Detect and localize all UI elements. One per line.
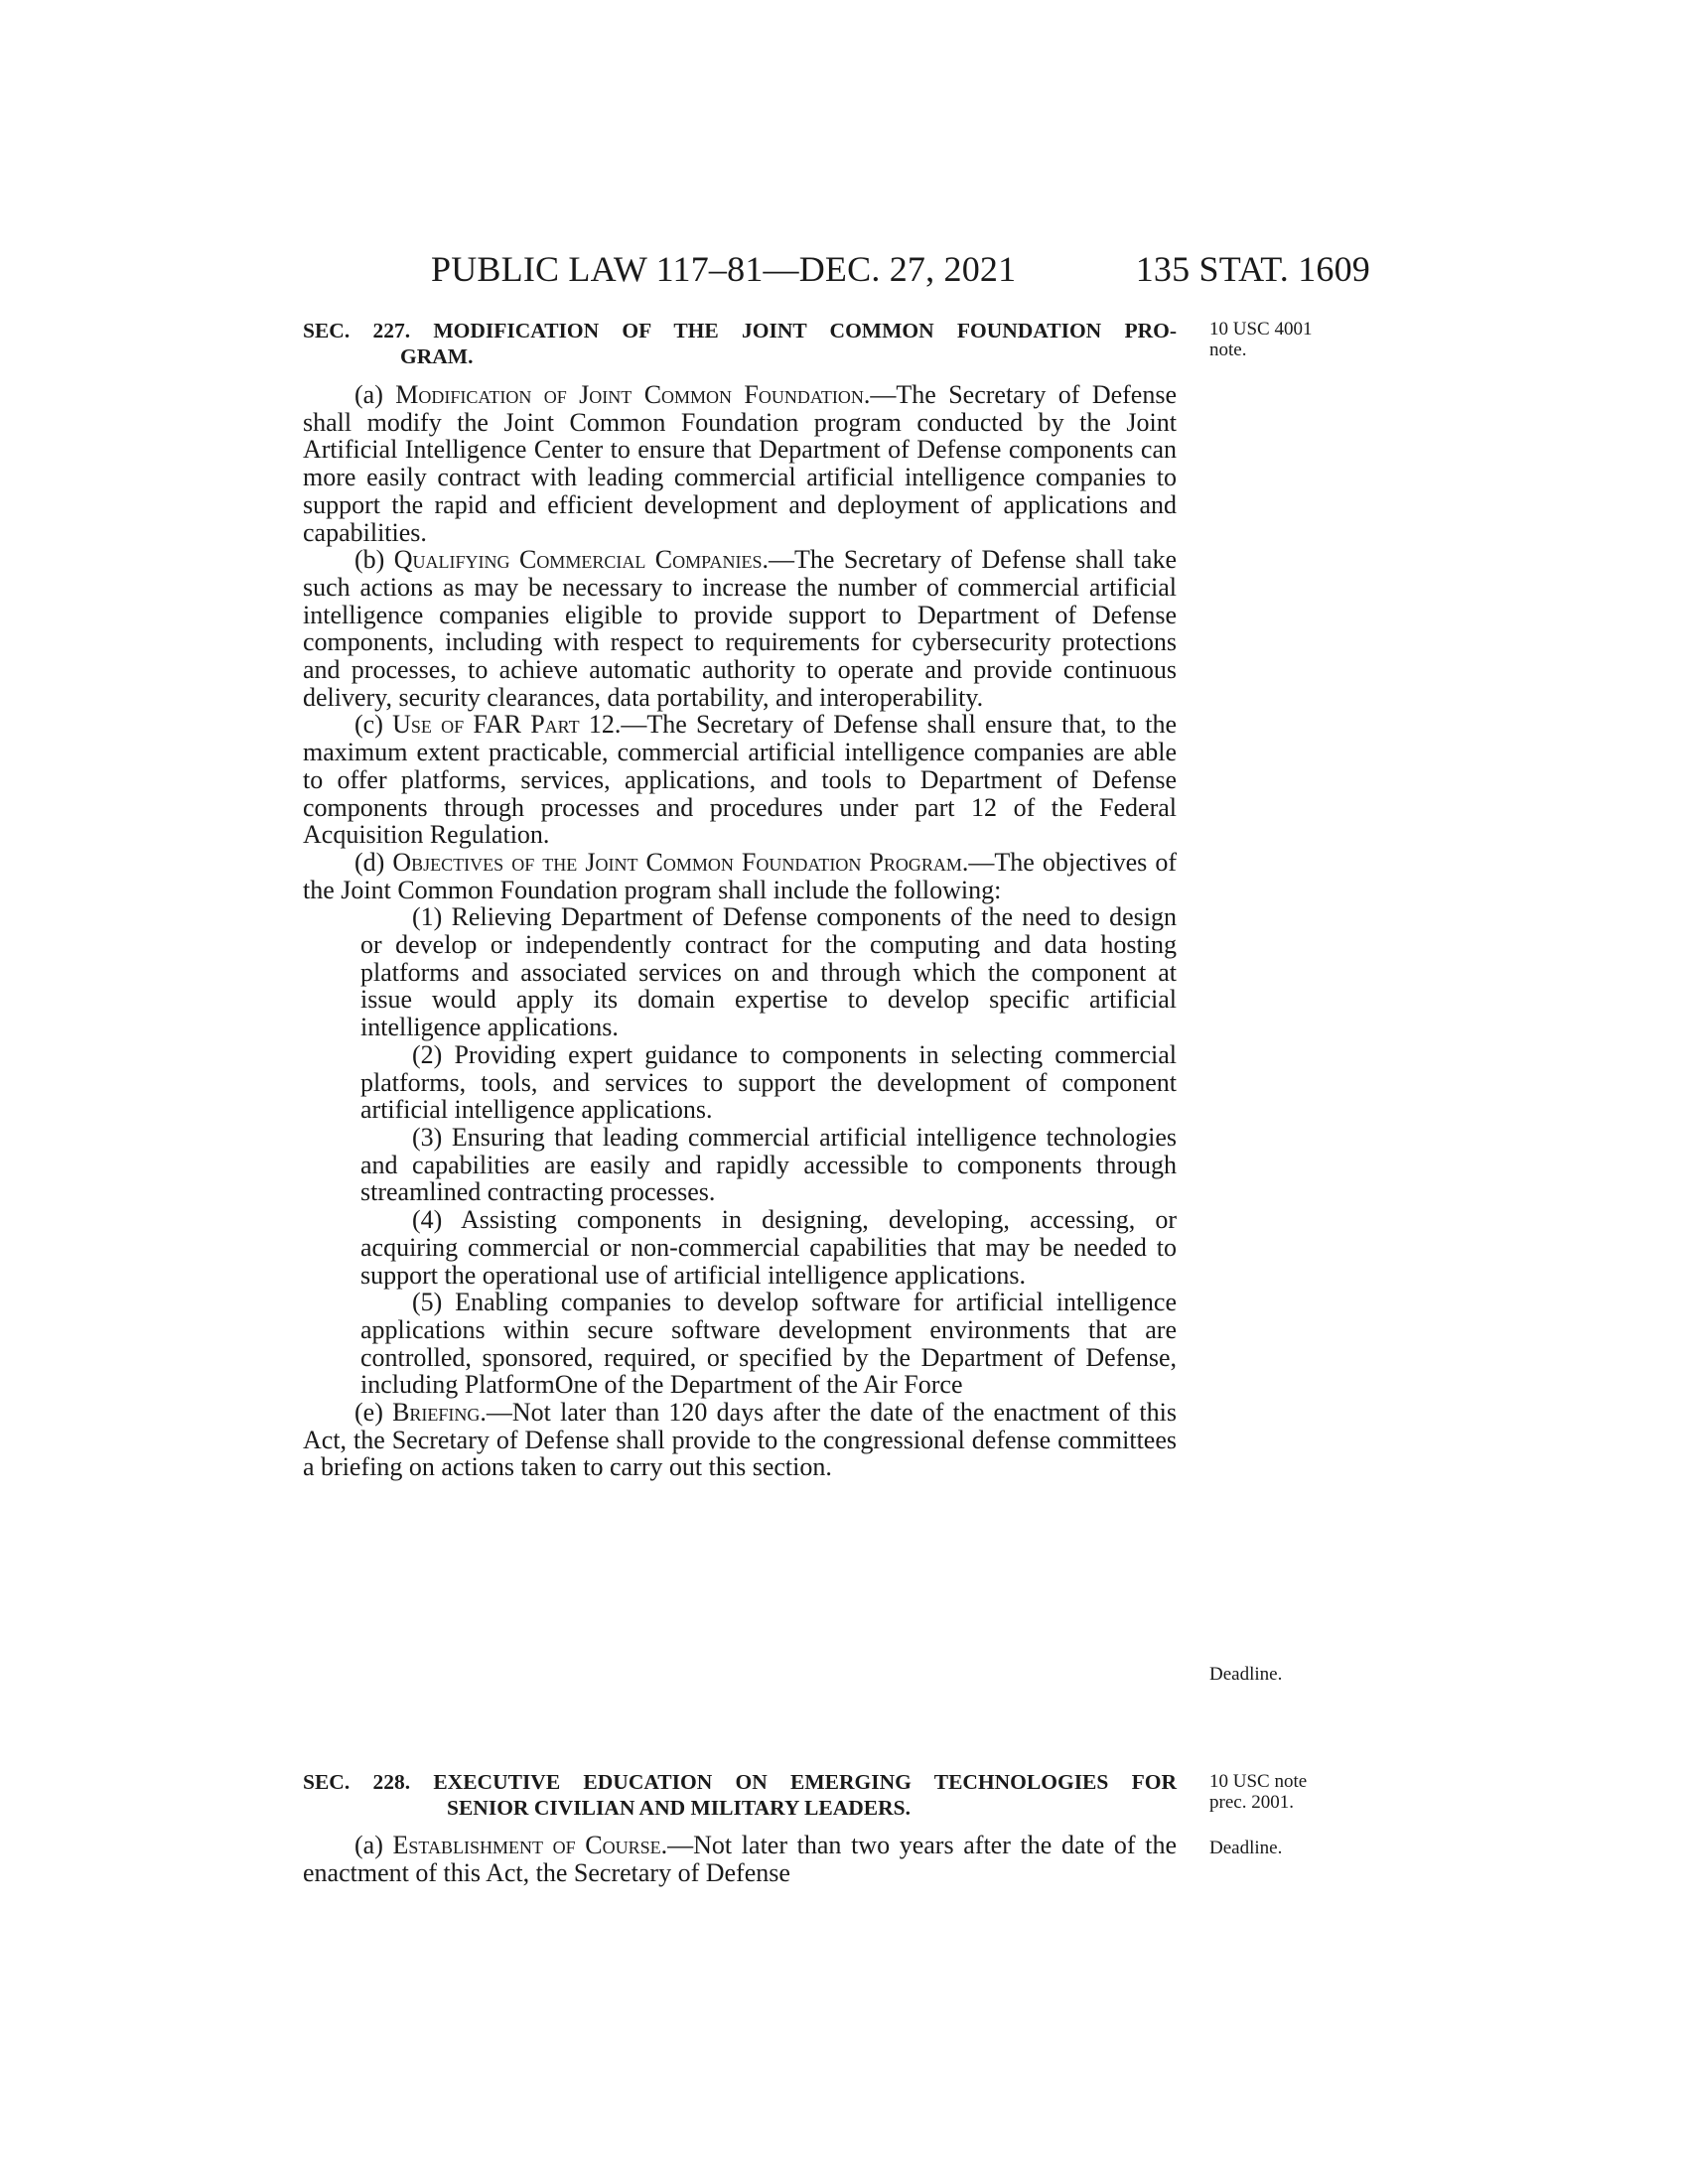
section-228-heading [303,1769,1177,1821]
stat-page-number: 135 STAT. 1609 [1135,249,1370,289]
list-item: (2) Providing expert guidance to components in selecting commercial platforms, tools, and services to support the development of component artificial intelligence applications. [360,1039,1177,1125]
subsection-a: (a) Establishment of Course.—Not later than two years after the date of the enactment of this Act, the Secretary of Defense [303,1831,1177,1887]
subsection-a: (a) Modification of Joint Common Foundation.—The Secretary of Defense shall modify the Joint Common Foundation program conducted by the Joint Artificial Intelligence Center to ensure that Department of Defense components can more easily contract with leading commercial artificial intelligence companies to support the rapid and efficient development and deployment of applications and capabilities. [303,380,1177,547]
subsection-d: (d) Objectives of the Joint Common Foundation Program.—The objectives of the Joint Common Foundation program shall include the following: [303,847,1177,904]
section-227-heading-line2: GRAM. [400,344,474,368]
subsection-caption: Use of FAR Part 12 [392,710,615,740]
section-227-body [303,381,1177,1481]
deadline-margin-note: Deadline. [1209,1838,1283,1858]
section-227-heading [303,318,1177,369]
section-228-body [303,1832,1177,1886]
subsection-caption: Establishment of Course [392,1831,661,1859]
list-item: (1) Relieving Department of Defense components of the need to design or develop or independently contract for the computing and data hosting platforms and associated services on and through which the component at issue would apply its domain expertise to develop specific artificial intelligence applications. [360,902,1177,1042]
section-228-margin-note [1209,1771,1307,1813]
list-item: (4) Assisting components in designing, developing, accessing, or acquiring commercial or non-commercial capabilities that may be needed to support the operational use of artificial intelligence applications. [360,1205,1177,1290]
subsection-caption: Qualifying Commercial Companies [393,545,763,575]
list-item: (3) Ensuring that leading commercial artificial intelligence technologies and capabilities are easily and rapidly accessible to components through streamlined contracting processes. [360,1122,1177,1207]
subsection-c: (c) Use of FAR Part 12.—The Secretary of Defense shall ensure that, to the maximum extent practicable, commercial artificial intelligence companies are able to offer platforms, services, applications, and tools to Department of Defense components through processes and procedures under part 12 of the Federal Acquisition Regulation. [303,710,1177,850]
margin-note-line: 10 USC 4001 [1209,319,1313,340]
subsection-b: (b) Qualifying Commercial Companies.—The Secretary of Defense shall take such actions as may be necessary to increase the number of commercial artificial intelligence companies eligible to provide support to Department of Defense components, including with respect to requirements for cybersecurity protections and processes, to achieve automatic authority to operate and provide continuous delivery, security clearances, data portability, and interoperability. [303,545,1177,712]
section-227-heading-line1: SEC. 227. MODIFICATION OF THE JOINT COMMON FOUNDATION PRO- [303,319,1177,342]
section-227-margin-note [1209,319,1312,360]
margin-note-line: prec. 2001. [1209,1792,1294,1813]
subsection-caption: Objectives of the Joint Common Foundation Program [392,847,962,877]
section-228-heading-line2: SENIOR CIVILIAN AND MILITARY LEADERS. [447,1796,911,1820]
section-228-heading-line1: SEC. 228. EXECUTIVE EDUCATION ON EMERGING TECHNOLOGIES FOR [303,1770,1177,1794]
running-head [298,248,1370,292]
subsection-caption: Briefing [392,1398,481,1428]
subsection-e: (e) Briefing.—Not later than 120 days after the date of the enactment of this Act, the Secretary of Defense shall provide to the congressional defense committees a briefing on actions taken to carry out this section. [303,1398,1177,1482]
subsection-caption: Modification of Joint Common Foundation [395,380,864,409]
margin-note-line: note. [1209,340,1247,360]
margin-note-line: 10 USC note [1209,1771,1308,1792]
running-head-title: PUBLIC LAW 117–81—DEC. 27, 2021 [431,249,1017,289]
deadline-margin-note: Deadline. [1209,1664,1283,1685]
list-item: (5) Enabling companies to develop software for artificial intelligence applications within secure software development environments that are controlled, sponsored, required, or specified by the Department of Defense, including PlatformOne of the Department of the Air Force [360,1288,1177,1400]
